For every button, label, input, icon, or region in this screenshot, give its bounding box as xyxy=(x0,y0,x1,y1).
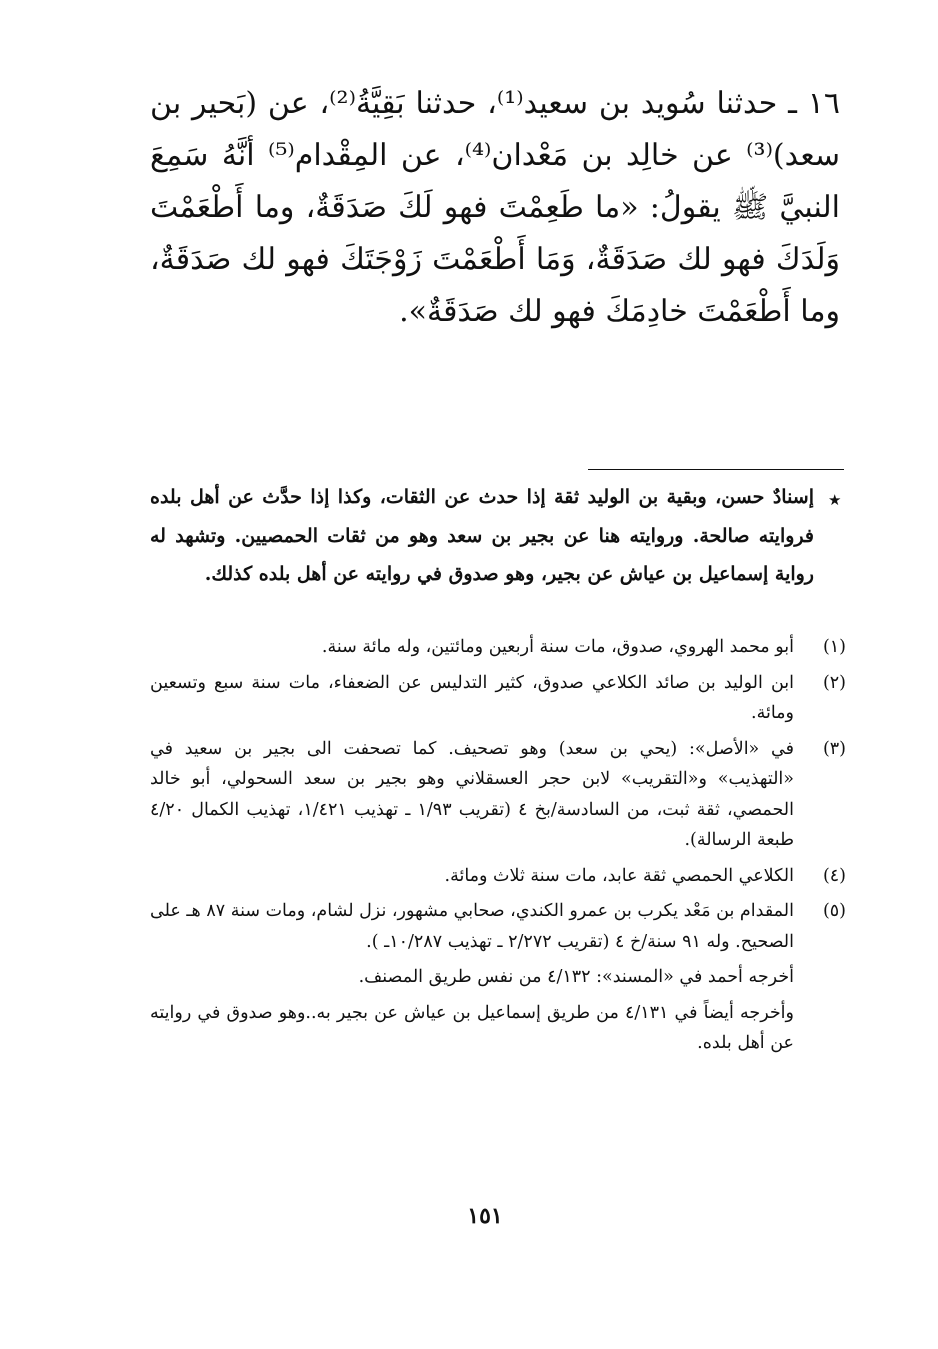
footnote-text: أبو محمد الهروي، صدوق، مات سنة أربعين ومائتين، وله مائة سنة. xyxy=(321,637,794,657)
star-note-text: إسنادٌ حسن، وبقية بن الوليد ثقة إذا حدث عن الثقات، وكذا إذا حدَّث عن أهل بلده فروايته صالحة. وروايته هنا عن بجير بن سعد وهو من ثقات الحمصيين. وتشهد له رواية إسماعيل بن عياش عن بجير، وهو صدوق في روايته عن أهل بلده كذلك. xyxy=(150,486,814,585)
footnote-text: المقدام بن مَعْد يكرب بن عمرو الكندي، صحابي مشهور، نزل لشام، ومات سنة ٨٧ هـ على الصحيح. وله ٩١ سنة/خ ٤ (تقريب ٢/٢٧٢ ـ تهذيب ١٠/٢٨٧ـ ). xyxy=(150,901,794,952)
footnote-number: (٢) xyxy=(822,672,846,693)
footnote-number: (٥) xyxy=(822,901,846,921)
hadith-paragraph: ١٦ ـ حدثنا سُويد بن سعيد⁽¹⁾، حدثنا بَقِيَّةُ⁽²⁾، عن (بَحير بن سعد)⁽³⁾ عن خالِد بن مَعْدان⁽⁴⁾، عن المِقْدام⁽⁵⁾ أنَّهُ سَمِعَ النبيَّ ﷺ يقولُ: «ما طَعِمْتَ فهو لَكَ صَدَقَةٌ، وما أَطْعَمْتَ وَلَدَكَ فهو لك صَدَقَةٌ، وَمَا أَطْعَمْتَ زَوْجَتَكَ فهو لك صَدَقَةٌ، وما أَطْعَمْتَ خادِمَكَ فهو لك صَدَقَةٌ». xyxy=(150,86,840,329)
footnote-text: ابن الوليد بن صائد الكلاعي صدوق، كثير التدليس عن الضعفاء، مات سنة سبع وتسعين ومائة. xyxy=(150,672,794,723)
footnote-text: الكلاعي الحمصي ثقة عابد، مات سنة ثلاث ومائة. xyxy=(444,865,794,886)
footnote-5 xyxy=(150,896,846,957)
extra-note-ahmad xyxy=(150,962,846,993)
extra-note-ismail xyxy=(150,998,846,1059)
footnote-1 xyxy=(150,632,846,663)
footnote-number: (١) xyxy=(822,637,846,657)
footnote-2 xyxy=(150,668,846,729)
star-marker: ★ xyxy=(828,491,842,509)
footnote-divider xyxy=(588,469,844,470)
extra-note-text: وأخرجه أيضاً في ٤/١٣١ من طريق إسماعيل بن عياش عن بجير به..وهو صدوق في روايته عن أهل بلده. xyxy=(150,1002,794,1053)
footnote-number: (٤) xyxy=(822,865,846,886)
footnote-4 xyxy=(150,861,846,892)
footnote-number: (٣) xyxy=(822,738,846,759)
footnote-text: في «الأصل»: (يحي بن سعد) وهو تصحيف. كما تصحفت الى بجير بن سعيد في «التهذيب» و«التقريب» لابن حجر العسقلاني وهو بجير بن سعد السحولي، أبو خالد الحمصي، ثقة ثبت، من السادسة/بخ ٤ (تقريب ١/٩٣ ـ تهذيب ١/٤٢١، تهذيب الكمال ٤/٢٠ طبعة الرسالة). xyxy=(150,738,795,850)
hadith-text xyxy=(150,78,840,338)
star-note xyxy=(150,478,814,594)
page-number: ١٥١ xyxy=(467,1203,503,1229)
footnote-3 xyxy=(150,734,846,856)
footnotes-section xyxy=(150,632,846,1064)
extra-note-text: أخرجه أحمد في «المسند»: ٤/١٣٢ من نفس طريق المصنف. xyxy=(358,967,794,987)
